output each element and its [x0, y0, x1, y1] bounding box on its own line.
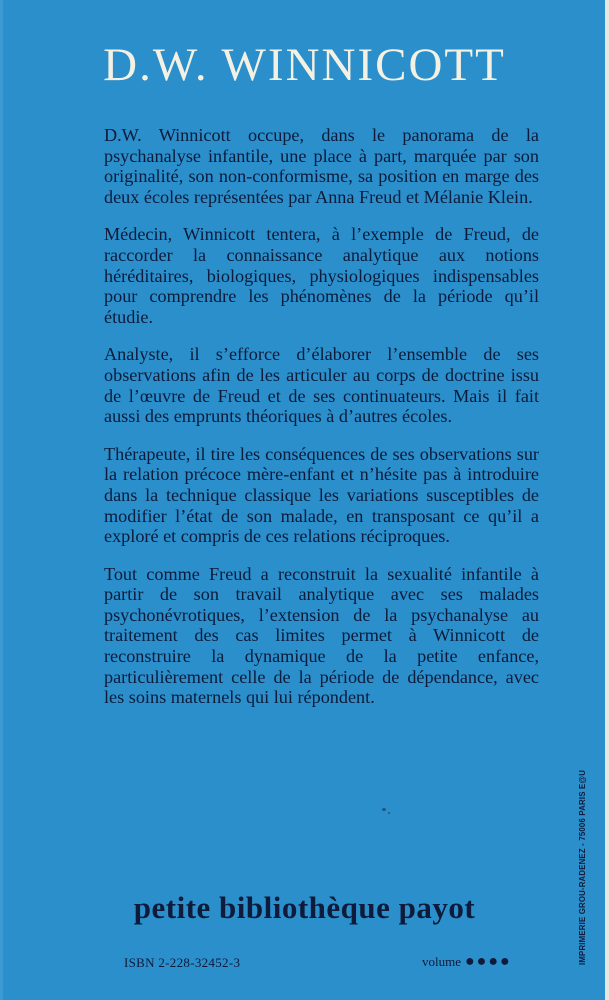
blurb-paragraph-5: Tout comme Freud a reconstruit la sexualité infantile à partir de son travail analytique avec ses malades psychonévrotiques, l’extension de la psychanalyse au traitement des cas limites permet à Winnicott de reconstruire la dynamique de la petite enfance, particulièrement celle de la période de dépendance, avec les soins maternels qui lui répondent. — [104, 563, 539, 708]
author-title: D.W. WINNICOTT — [103, 39, 506, 91]
isbn: ISBN 2-228-32452-3 — [124, 955, 241, 970]
print-speck — [388, 812, 390, 814]
volume-dots-icon: ●●●● — [465, 953, 512, 970]
blurb-paragraph-4: Thérapeute, il tire les conséquences de ses observations sur la relation précoce mère-enfant et n’hésite pas à introduire dans la technique classique les variations susceptibles de modifier l’état de son malade, en transposant ce qu’il a exploré et compris de ces relations réciproques. — [104, 443, 539, 547]
printer-name: IMPRIMERIE GROU-RADENEZ - 75006 PARIS — [578, 791, 587, 965]
volume-indicator — [422, 953, 512, 971]
series-name: petite bibliothèque payot — [133, 890, 476, 925]
printer-imprint — [578, 770, 587, 965]
printer-mark: E@U — [578, 769, 587, 789]
blurb-paragraph-1: D.W. Winnicott occupe, dans le panorama de la psychanalyse infantile, une place à part, marquée par son originalité, son non-conformisme, sa position en marge des deux écoles représentées par Anna Freud et Mélanie Klein. — [104, 125, 539, 207]
blurb-paragraph-2: Médecin, Winnicott tentera, à l’exemple de Freud, de raccorder la connaissance analytique aux notions héréditaires, biologiques, physiologiques indispensables pour comprendre les phénomènes de la période qu’il étudie. — [104, 224, 539, 327]
cover-edge — [0, 0, 3, 1000]
volume-label: volume — [422, 954, 461, 969]
blurb-text — [104, 125, 539, 725]
print-speck — [382, 808, 386, 811]
blurb-paragraph-3: Analyste, il s’efforce d’élaborer l’ensemble de ses observations afin de les articuler au corps de doctrine issu de l’œuvre de Freud et de ses continuateurs. Mais il fait aussi des emprunts théoriques à d’autres écoles. — [104, 344, 539, 427]
